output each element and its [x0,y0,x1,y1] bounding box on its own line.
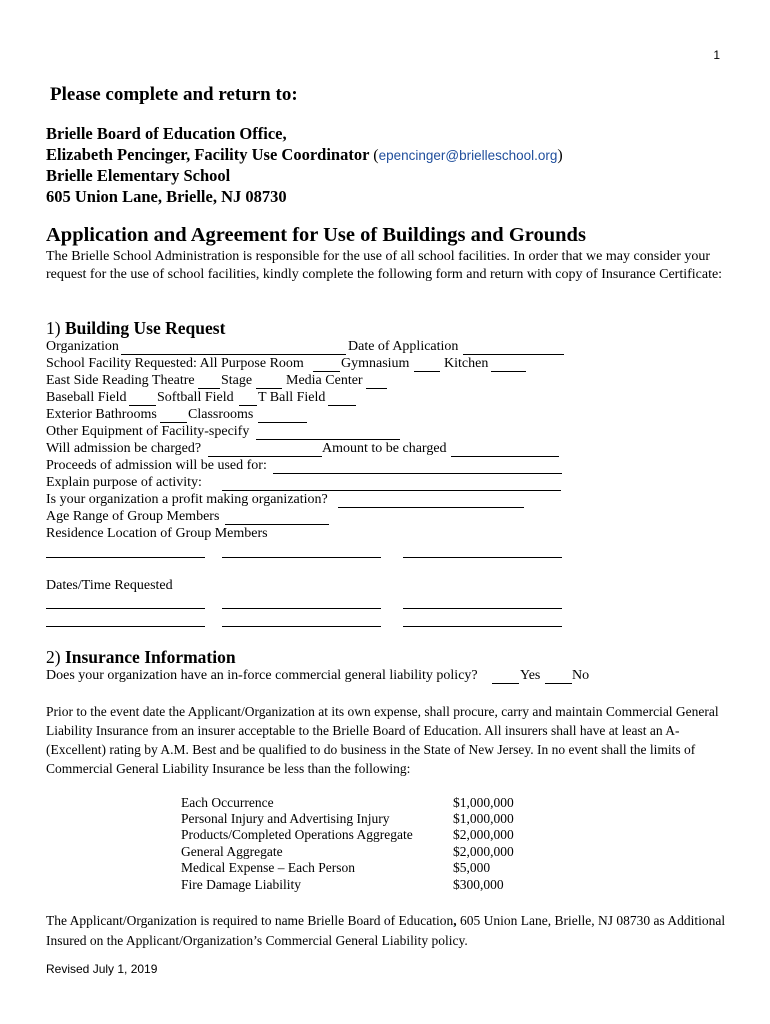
admission-charged-field[interactable] [208,456,322,457]
organization-label: Organization [46,339,119,354]
document-title: Application and Agreement for Use of Buildings and Grounds [46,224,586,246]
coverage-amount: $2,000,000 [453,844,514,859]
liability-question: Does your organization have an in-force commercial general liability policy? [46,668,478,683]
profit-field[interactable] [338,507,524,508]
admission-charged-label: Will admission be charged? [46,441,202,456]
classrooms-label: Classrooms [188,407,254,422]
additional-insured-paragraph: The Applicant/Organization is required to name Brielle Board of Education, 605 Union Lane, Brielle, NJ 08730 as Additional Insured on the Applicant/Organization’s Commercial General Liability policy. [46,913,726,948]
gymnasium-label: Gymnasium [341,356,410,371]
coverage-amount: $2,000,000 [453,827,514,842]
yes-label: Yes [520,668,541,683]
date-of-application-field[interactable] [463,354,564,355]
gymnasium-field[interactable] [414,371,440,372]
baseball-label: Baseball Field [46,390,127,405]
organization-field[interactable] [121,354,346,355]
revised-date: Revised July 1, 2019 [46,962,158,976]
age-range-field[interactable] [225,524,329,525]
dates-field-4[interactable] [46,626,205,627]
intro-paragraph: The Brielle School Administration is responsible for the use of all school facilities. In order that we may consider your request for the use of school facilities, kindly complete the following form and return with copy of Insurance Certificate: [46,249,723,282]
tball-field[interactable] [328,405,356,406]
all-purpose-room-field[interactable] [313,371,340,372]
insurance-paragraph: Prior to the event date the Applicant/Organization at its own expense, shall procure, carry and maintain Commercial General Liability Insurance from an insurer acceptable to the Brielle Board of Education. All insurers shall have at least an A- (Excellent) rating by A.M. Best and be qualified to do business in the State of New Jersey. In no event shall the limits of Commercial General Liability Insurance be less than the following: [46,704,719,776]
proceeds-label: Proceeds of admission will be used for: [46,458,267,473]
purpose-label: Explain purpose of activity: [46,475,202,490]
amount-charged-field[interactable] [451,456,559,457]
kitchen-label: Kitchen [444,356,489,371]
age-range-label: Age Range of Group Members [46,509,220,524]
yes-field[interactable] [492,683,519,684]
dates-field-5[interactable] [222,626,381,627]
page-number: 1 [713,48,720,62]
section-1-heading: 1) Building Use Request [46,318,226,338]
coverage-name: Products/Completed Operations Aggregate [181,827,413,842]
coverage-name: General Aggregate [181,844,283,859]
coverage-amount: $1,000,000 [453,795,514,810]
softball-label: Softball Field [157,390,234,405]
softball-field[interactable] [239,405,257,406]
east-side-theatre-field[interactable] [198,388,220,389]
coverage-amount: $1,000,000 [453,811,514,826]
date-of-application-label: Date of Application [348,339,459,354]
coverage-name: Personal Injury and Advertising Injury [181,811,390,826]
address-line-1: Brielle Board of Education Office, [46,124,287,143]
other-equipment-field[interactable] [256,439,400,440]
dates-time-label: Dates/Time Requested [46,578,173,593]
proceeds-field[interactable] [273,473,562,474]
east-side-theatre-label: East Side Reading Theatre [46,373,195,388]
purpose-field[interactable] [222,490,561,491]
dates-field-3[interactable] [403,608,562,609]
dates-field-1[interactable] [46,608,205,609]
tball-label: T Ball Field [258,390,326,405]
amount-charged-label: Amount to be charged [322,441,447,456]
dates-field-2[interactable] [222,608,381,609]
facility-requested-label: School Facility Requested: All Purpose Room [46,356,304,371]
address-line-4: 605 Union Lane, Brielle, NJ 08730 [46,187,287,206]
coordinator-email-link[interactable]: epencinger@brielleschool.org [378,148,558,163]
media-center-field[interactable] [366,388,387,389]
no-field[interactable] [545,683,572,684]
profit-label: Is your organization a profit making organization? [46,492,328,507]
section-2-heading: 2) Insurance Information [46,647,236,667]
coverage-amount: $5,000 [453,860,491,875]
no-label: No [572,668,590,683]
baseball-field[interactable] [129,405,156,406]
coverage-name: Medical Expense – Each Person [181,860,355,875]
coverage-name: Each Occurrence [181,795,274,810]
exterior-bathrooms-label: Exterior Bathrooms [46,407,157,422]
dates-field-6[interactable] [403,626,562,627]
stage-field[interactable] [256,388,282,389]
return-heading: Please complete and return to: [50,84,298,105]
exterior-bathrooms-field[interactable] [160,422,187,423]
coverage-amount: $300,000 [453,877,504,892]
kitchen-field[interactable] [491,371,526,372]
coordinator-name: Elizabeth Pencinger, Facility Use Coordinator [46,145,370,164]
coverage-name: Fire Damage Liability [181,877,301,892]
address-line-2: Elizabeth Pencinger, Facility Use Coordinator (epencinger@brielleschool.org) [46,145,563,164]
residence-label: Residence Location of Group Members [46,526,268,541]
residence-field-3[interactable] [403,557,562,558]
other-equipment-label: Other Equipment of Facility-specify [46,424,250,439]
address-line-3: Brielle Elementary School [46,166,231,185]
stage-label: Stage [221,373,253,388]
media-center-label: Media Center [286,373,363,388]
residence-field-1[interactable] [46,557,205,558]
classrooms-field[interactable] [258,422,307,423]
residence-field-2[interactable] [222,557,381,558]
